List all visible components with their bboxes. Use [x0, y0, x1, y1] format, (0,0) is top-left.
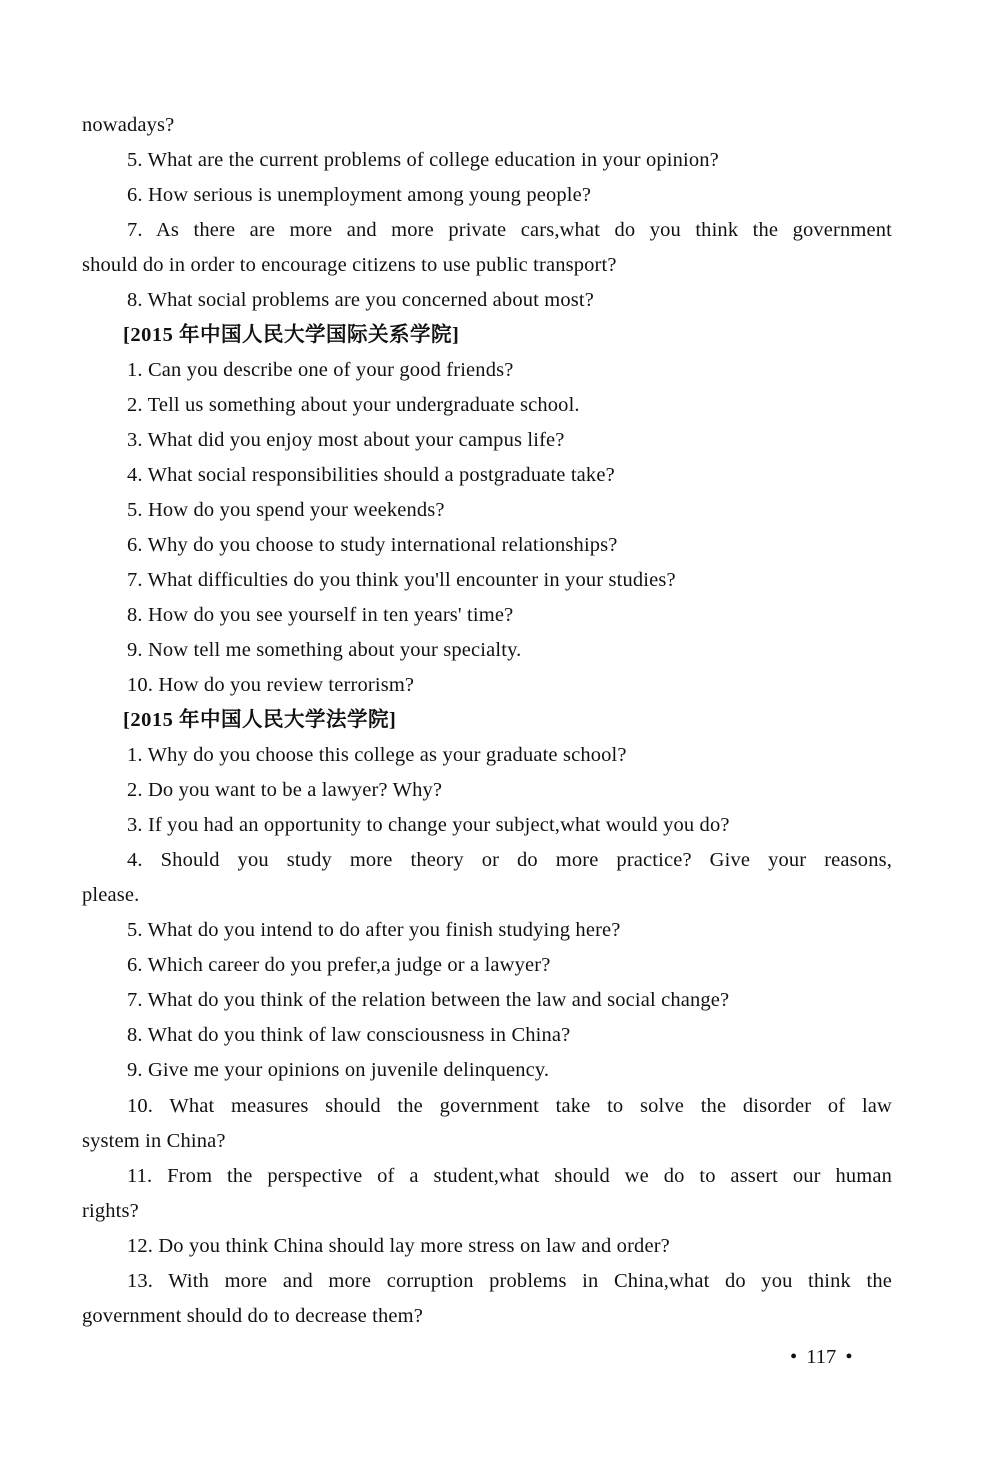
- question-item: 6. Why do you choose to study international relationships?: [127, 534, 618, 556]
- question-item: 7. What do you think of the relation between the law and social change?: [127, 989, 730, 1011]
- question-item: 1. Can you describe one of your good friends?: [127, 359, 514, 381]
- question-item: 12. Do you think China should lay more stress on law and order?: [127, 1235, 670, 1257]
- question-item: 10. What measures should the government take to solve the disorder of law: [127, 1095, 892, 1117]
- question-item: 5. How do you spend your weekends?: [127, 499, 445, 521]
- question-item: 9. Give me your opinions on juvenile delinquency.: [127, 1059, 550, 1081]
- question-item: 9. Now tell me something about your specialty.: [127, 639, 522, 661]
- question-item: 3. If you had an opportunity to change your subject,what would you do?: [127, 814, 730, 836]
- question-item: 5. What do you intend to do after you finish studying here?: [127, 919, 621, 941]
- page-number: • 117 •: [790, 1346, 853, 1368]
- question-item: 11. From the perspective of a student,what should we do to assert our human: [127, 1165, 892, 1187]
- question-item: 6. How serious is unemployment among young people?: [127, 184, 592, 206]
- text-line: please.: [82, 884, 140, 906]
- text-line: nowadays?: [82, 114, 175, 136]
- section-heading: [2015 年中国人民大学国际关系学院]: [123, 324, 460, 346]
- question-item: 4. Should you study more theory or do more practice? Give your reasons,: [127, 849, 892, 871]
- question-item: 8. How do you see yourself in ten years' time?: [127, 604, 514, 626]
- text-line: should do in order to encourage citizens to use public transport?: [82, 254, 617, 276]
- section-heading: [2015 年中国人民大学法学院]: [123, 709, 397, 731]
- question-item: 1. Why do you choose this college as your graduate school?: [127, 744, 627, 766]
- question-item: 13. With more and more corruption problems in China,what do you think the: [127, 1270, 892, 1292]
- text-line: system in China?: [82, 1130, 226, 1152]
- question-item: 7. What difficulties do you think you'll encounter in your studies?: [127, 569, 676, 591]
- question-item: 8. What social problems are you concerned about most?: [127, 289, 594, 311]
- text-line: government should do to decrease them?: [82, 1305, 423, 1327]
- question-item: 8. What do you think of law consciousness in China?: [127, 1024, 571, 1046]
- question-item: 3. What did you enjoy most about your campus life?: [127, 429, 565, 451]
- question-item: 10. How do you review terrorism?: [127, 674, 415, 696]
- question-item: 5. What are the current problems of college education in your opinion?: [127, 149, 719, 171]
- question-item: 2. Tell us something about your undergraduate school.: [127, 394, 580, 416]
- question-item: 6. Which career do you prefer,a judge or a lawyer?: [127, 954, 551, 976]
- question-item: 2. Do you want to be a lawyer? Why?: [127, 779, 443, 801]
- text-line: rights?: [82, 1200, 139, 1222]
- question-item: 4. What social responsibilities should a postgraduate take?: [127, 464, 615, 486]
- question-item: 7. As there are more and more private cars,what do you think the government: [127, 219, 892, 241]
